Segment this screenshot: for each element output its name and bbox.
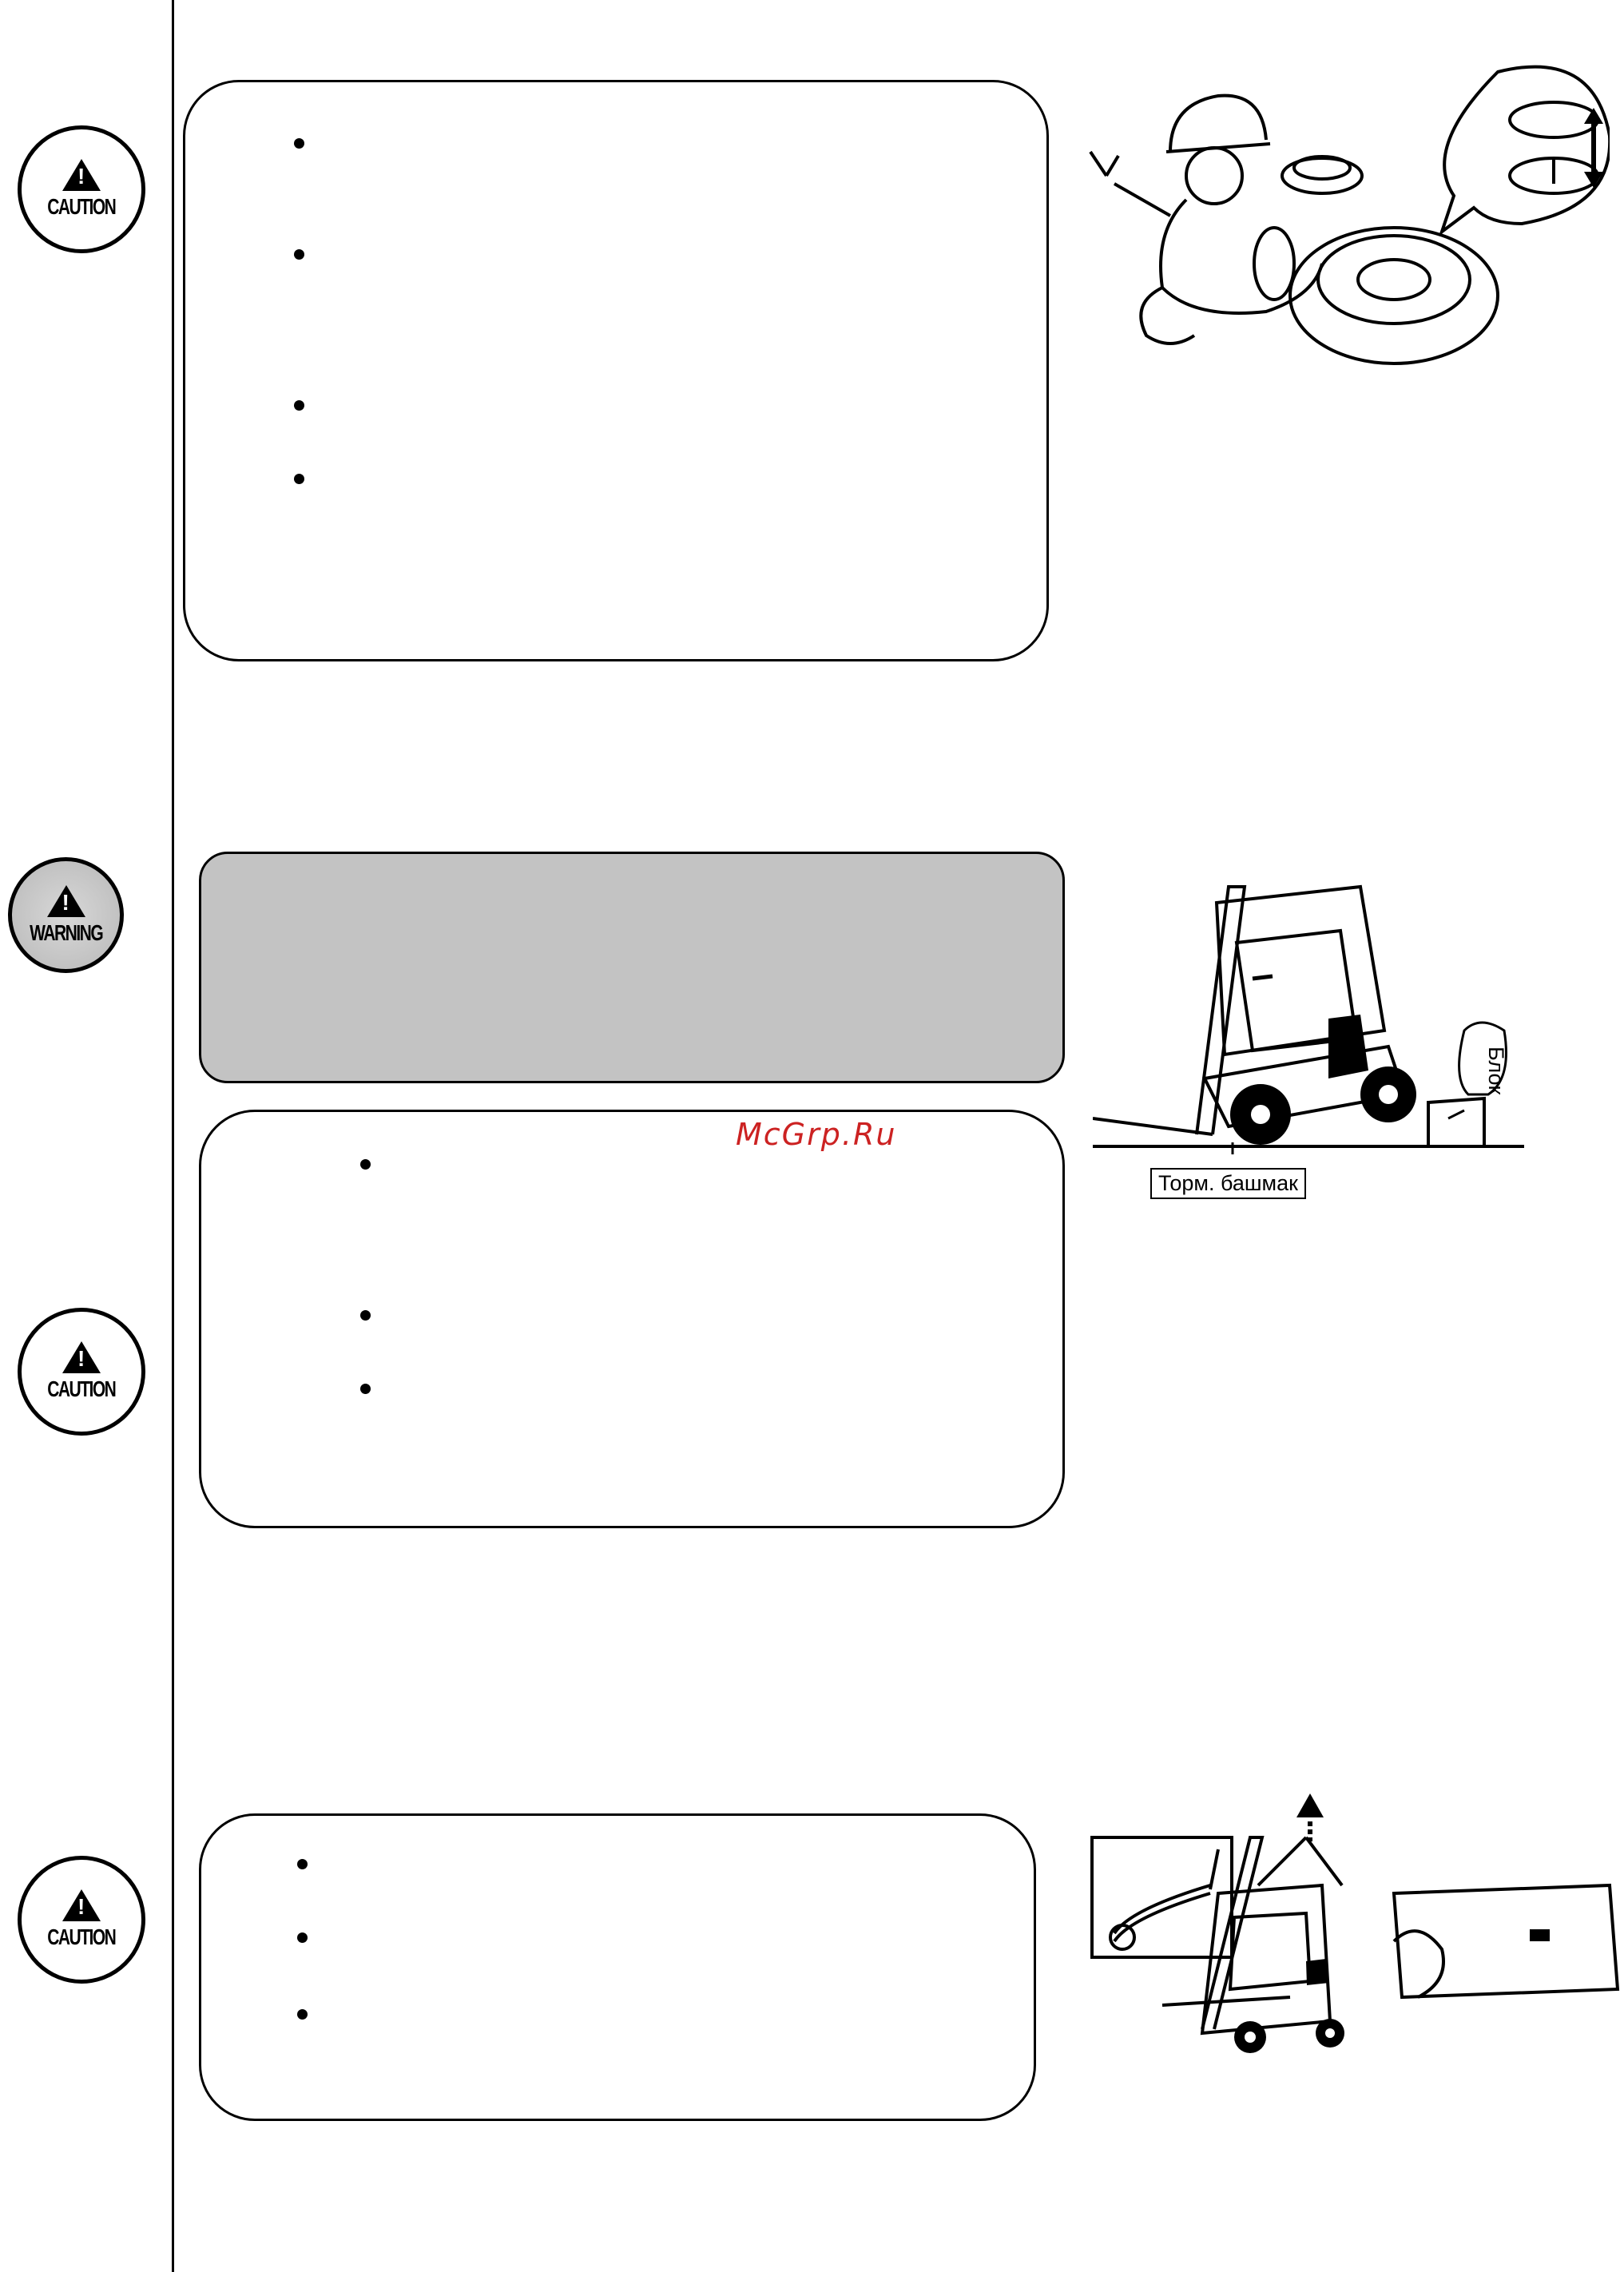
caution-label: CAUTION bbox=[47, 1376, 116, 1401]
chock-label: Торм. башмак bbox=[1150, 1168, 1306, 1199]
forklift-lifting-illustration bbox=[1090, 1789, 1622, 2093]
exclamation-triangle-icon bbox=[62, 1889, 101, 1921]
bullet bbox=[297, 2009, 308, 2020]
bullet bbox=[294, 400, 304, 411]
caution-badge bbox=[18, 1308, 145, 1436]
caution-badge bbox=[18, 125, 145, 253]
exclamation-triangle-icon bbox=[47, 885, 85, 917]
forklift-chock-illustration bbox=[1093, 855, 1540, 1195]
bullet bbox=[297, 1859, 308, 1869]
warning-box bbox=[199, 852, 1065, 1083]
left-margin-rule bbox=[172, 0, 174, 2272]
bullet bbox=[360, 1384, 371, 1394]
caution-label: CAUTION bbox=[47, 1924, 116, 1949]
caution-box-1 bbox=[183, 80, 1049, 661]
block-label: Блок bbox=[1484, 1047, 1508, 1095]
caution-box-2 bbox=[199, 1110, 1065, 1528]
caution-label: CAUTION bbox=[47, 194, 116, 219]
bullet bbox=[294, 474, 304, 484]
bullet bbox=[294, 249, 304, 260]
warning-badge bbox=[8, 857, 124, 973]
watermark: McGrp.Ru bbox=[736, 1117, 897, 1152]
bullet bbox=[360, 1159, 371, 1170]
caution-box-3 bbox=[199, 1813, 1036, 2121]
warning-label: WARNING bbox=[29, 920, 102, 945]
bullet bbox=[294, 138, 304, 149]
tire-rim-illustration bbox=[1082, 32, 1610, 383]
bullet bbox=[360, 1310, 371, 1321]
caution-badge bbox=[18, 1856, 145, 1984]
bullet bbox=[297, 1932, 308, 1943]
exclamation-triangle-icon bbox=[62, 159, 101, 191]
exclamation-triangle-icon bbox=[62, 1341, 101, 1373]
